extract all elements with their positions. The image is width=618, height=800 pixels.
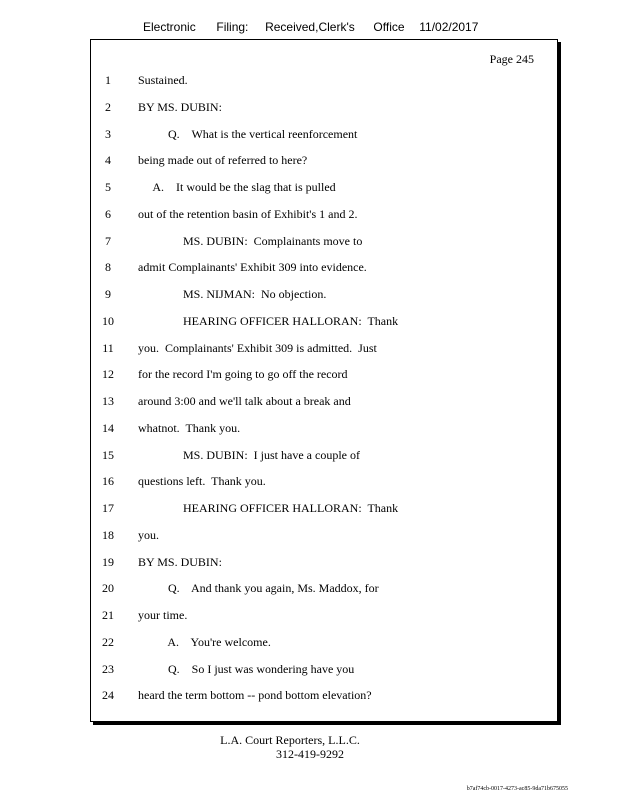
filing-label-filing: Filing: [216,20,249,34]
line-number: 4 [105,153,111,168]
footer [0,733,580,761]
filing-label-received: Received,Clerk's [265,20,355,34]
line-text: you. [138,527,159,542]
line-number: 23 [102,661,114,676]
line-number: 14 [102,420,114,435]
line-number: 12 [102,367,114,382]
line-text: being made out of referred to here? [138,153,308,168]
line-text: around 3:00 and we'll talk about a break and [138,394,351,408]
line-text: your time. [138,608,188,622]
line-number: 18 [102,527,114,542]
line-text: A. It would be the slag that is pulled [138,180,336,194]
document-id: b7af74cb-0017-4273-ac85-9da71b675055 [466,786,568,792]
line-number: 3 [105,126,111,141]
line-number: 24 [102,688,114,703]
line-text: for the record I'm going to go off the record [138,367,348,382]
line-text: HEARING OFFICER HALLORAN: Thank [138,501,399,515]
line-text: MS. DUBIN: I just have a couple of [138,447,360,462]
line-text: Q. And thank you again, Ms. Maddox, for [138,581,379,596]
line-number: 19 [102,554,114,569]
line-number: 21 [102,608,114,622]
line-number: 20 [102,581,114,596]
footer-company: L.A. Court Reporters, L.L.C. [220,733,360,747]
line-number: 5 [105,180,111,194]
line-text: out of the retention basin of Exhibit's 1 and 2. [138,206,358,221]
line-number: 10 [102,313,114,328]
filing-header [143,20,478,34]
line-text: A. You're welcome. [138,634,271,649]
line-number: 16 [102,474,114,489]
line-number: 6 [105,206,111,221]
line-text: Q. What is the vertical reenforcement [138,126,358,141]
line-text: you. Complainants' Exhibit 309 is admitted. Just [138,340,377,355]
line-text: Q. So I just was wondering have you [138,661,355,676]
line-text: BY MS. DUBIN: [138,99,222,114]
line-number: 7 [105,233,111,248]
line-number: 15 [102,447,114,462]
line-number: 17 [102,501,114,515]
line-number: 13 [102,394,114,408]
line-number: 8 [105,260,111,275]
filing-date: 11/02/2017 [419,20,479,34]
line-text: admit Complainants' Exhibit 309 into evidence. [138,260,367,275]
line-text: MS. DUBIN: Complainants move to [138,233,363,248]
filing-label-office: Office [373,20,405,34]
filing-label-electronic: Electronic [143,20,196,34]
line-text: questions left. Thank you. [138,474,266,489]
line-number: 22 [102,634,114,649]
footer-phone: 312-419-9292 [276,747,344,761]
line-text: BY MS. DUBIN: [138,554,222,569]
line-text: whatnot. Thank you. [138,420,241,435]
line-text: MS. NIJMAN: No objection. [138,287,327,301]
line-text: HEARING OFFICER HALLORAN: Thank [138,313,399,328]
line-number: 9 [105,287,111,301]
line-number: 1 [105,73,111,87]
line-number: 2 [105,99,111,114]
line-text: heard the term bottom -- pond bottom elevation? [138,688,372,703]
page-number: Page 245 [489,52,534,66]
line-number: 11 [102,340,114,355]
line-text: Sustained. [138,73,188,87]
